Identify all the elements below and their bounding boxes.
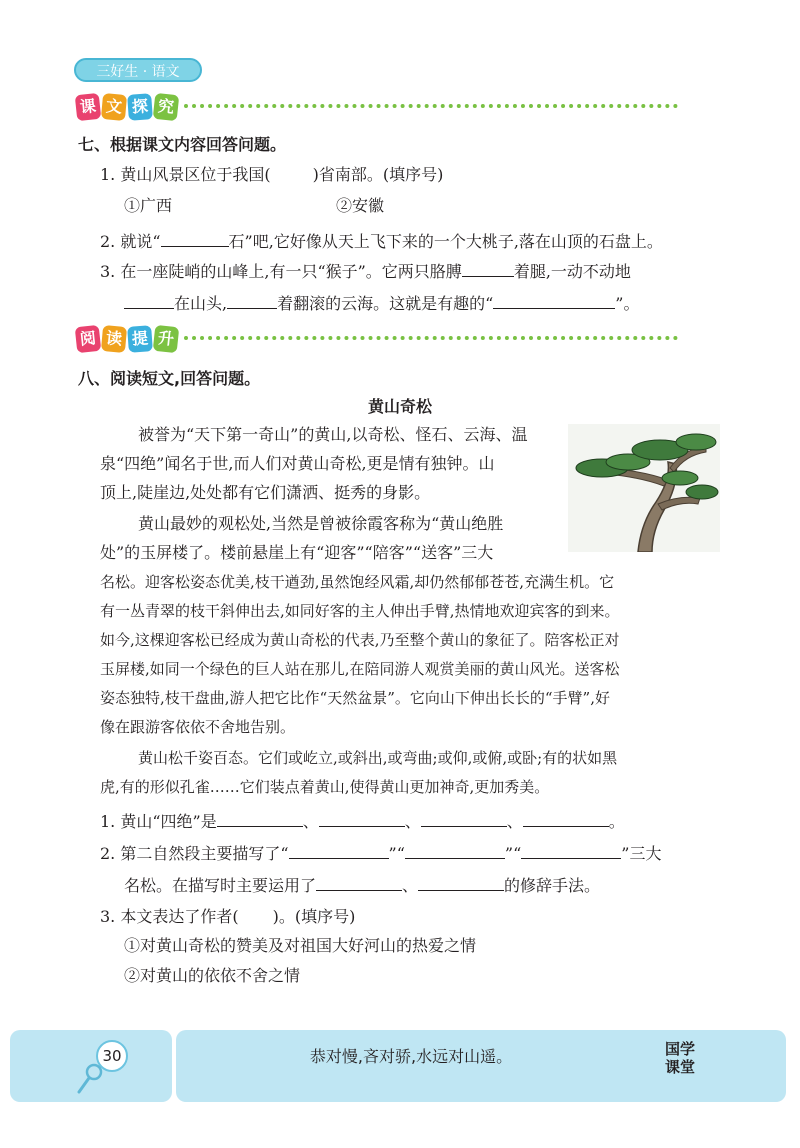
passage-line: 有一丛青翠的枝干斜伸出去,如同好客的主人伸出手臂,热情地欢迎宾客的到来。: [100, 602, 620, 620]
pine-tree-illustration: [568, 424, 720, 552]
guoxue-label: [660, 1040, 700, 1076]
section-header-text-exploration: [76, 92, 180, 122]
question-7-title: 七、根据课文内容回答问题。: [78, 135, 287, 154]
q8-item-3-option-1: ①对黄山奇松的赞美及对祖国大好河山的热爱之情: [124, 936, 477, 955]
q8-item-2-text-b: ”三大: [621, 844, 662, 863]
passage-line: 虎,有的形似孔雀……它们装点着黄山,使得黄山更加神奇,更加秀美。: [100, 778, 550, 796]
passage-line: 如今,这棵迎客松已经成为黄山奇松的代表,乃至整个黄山的象征了。陪客松正对: [100, 631, 620, 649]
answer-blank[interactable]: [227, 290, 277, 309]
passage-line: 黄山松千姿百态。它们或屹立,或斜出,或弯曲;或仰,或俯,或卧;有的状如黑: [138, 749, 618, 767]
answer-blank[interactable]: [421, 808, 507, 827]
passage-title: 黄山奇松: [367, 397, 432, 416]
answer-blank[interactable]: [124, 290, 174, 309]
guoxue-label-line-1: 国学: [664, 1040, 695, 1058]
q7-item-1-text-b: )省南部。(填序号): [312, 165, 444, 184]
q7-item-3-line-1: [100, 258, 631, 284]
q7-item-3-text-d: 着翻滚的云海。这就是有趣的“: [277, 294, 494, 313]
answer-blank[interactable]: [521, 840, 621, 859]
passage-line: 像在跟游客依依不舍地告别。: [100, 718, 296, 736]
q8-item-2-text-a: 2. 第二自然段主要描写了“: [100, 844, 289, 863]
answer-blank[interactable]: [418, 872, 504, 891]
q7-item-3-text-e: ”。: [615, 294, 640, 313]
page-number: 30: [96, 1040, 128, 1072]
quote-separator: ”“: [388, 844, 405, 863]
q8-item-2-text-c: 名松。在描写时主要运用了: [124, 876, 317, 895]
q7-item-3-text-c: 在山头,: [174, 294, 228, 313]
q8-item-3-text-a: 3. 本文表达了作者(: [100, 907, 239, 926]
section-badge-char: 课: [75, 93, 102, 121]
q7-item-3-text-b: 着腿,一动不动地: [513, 262, 631, 281]
passage-line: 黄山最妙的观松处,当然是曾被徐霞客称为“黄山绝胜: [138, 514, 504, 533]
passage-line: 顶上,陡崖边,处处都有它们潇洒、挺秀的身影。: [100, 483, 431, 502]
q7-item-1-text-a: 1. 黄山风景区位于我国(: [100, 165, 271, 184]
q8-item-1: [100, 808, 625, 834]
q8-item-3: [100, 904, 355, 929]
question-8-title: 八、阅读短文,回答问题。: [78, 369, 261, 388]
passage-line: 玉屏楼,如同一个绿色的巨人站在那儿,在陪同游人观赏美丽的黄山风光。送客松: [100, 660, 620, 678]
q7-item-2: [100, 228, 663, 254]
q8-item-2-line-2: [124, 872, 600, 898]
q7-item-1-option-1: ①广西: [124, 196, 173, 215]
answer-blank[interactable]: [316, 872, 402, 891]
magnifier-icon: [76, 1062, 104, 1096]
q7-item-2-text-a: 2. 就说“: [100, 232, 161, 251]
passage-line: 姿态独特,枝干盘曲,游人把它比作“天然盆景”。它向山下伸出长长的“手臂”,好: [100, 689, 610, 707]
answer-blank[interactable]: [217, 808, 303, 827]
q7-item-3-line-2: [124, 290, 639, 316]
guoxue-label-line-2: 课堂: [664, 1058, 695, 1076]
passage-line: 泉“四绝”闻名于世,而人们对黄山奇松,更是情有独钟。山: [100, 454, 495, 473]
separator: 、: [402, 876, 419, 895]
separator: 、: [404, 812, 421, 831]
answer-blank[interactable]: [523, 808, 609, 827]
q8-item-3-option-2: ②对黄山的依依不舍之情: [124, 966, 301, 985]
passage-line: 被誉为“天下第一奇山”的黄山,以奇松、怪石、云海、温: [138, 425, 528, 444]
footer-motto: 恭对慢,吝对骄,水远对山遥。: [309, 1047, 513, 1066]
section-badge-char: 读: [101, 325, 127, 353]
answer-blank[interactable]: [462, 258, 514, 277]
q7-item-1-option-2: ②安徽: [336, 196, 385, 215]
q7-item-2-text-b: 石”吧,它好像从天上飞下来的一个大桃子,落在山顶的石盘上。: [228, 232, 663, 251]
book-tag: 三好生 · 语文: [74, 58, 202, 82]
section-badge-char: 阅: [75, 325, 102, 353]
section-badge-char: 文: [101, 93, 127, 121]
section-header-reading-improvement: [76, 324, 180, 354]
section-badge-char: 究: [153, 93, 180, 121]
section-badge-char: 提: [127, 325, 153, 353]
answer-blank[interactable]: [319, 808, 405, 827]
q8-item-2-line-1: [100, 840, 661, 866]
answer-blank[interactable]: [271, 162, 313, 180]
answer-blank[interactable]: [289, 840, 389, 859]
separator: 、: [506, 812, 523, 831]
separator: 、: [302, 812, 319, 831]
answer-blank[interactable]: [405, 840, 505, 859]
passage-line: 名松。迎客松姿态优美,枝干遒劲,虽然饱经风霜,却仍然郁郁苍苍,充满生机。它: [100, 573, 615, 591]
section-badge-char: 探: [127, 93, 153, 121]
dotted-divider: [184, 336, 678, 340]
passage-line: 处”的玉屏楼了。楼前悬崖上有“迎客”“陪客”“送客”三大: [100, 543, 494, 562]
period: 。: [608, 812, 625, 831]
q7-item-1: [100, 162, 443, 187]
answer-blank[interactable]: [493, 290, 615, 309]
quote-separator: ”“: [504, 844, 522, 863]
section-badge-char: 升: [153, 325, 180, 353]
q8-item-1-text: 1. 黄山“四绝”是: [100, 812, 217, 831]
q7-item-3-text-a: 3. 在一座陡峭的山峰上,有一只“猴子”。它两只胳膊: [100, 262, 462, 281]
answer-blank[interactable]: [239, 904, 273, 922]
dotted-divider: [184, 104, 678, 108]
answer-blank[interactable]: [161, 228, 229, 247]
q8-item-3-text-b: )。(填序号): [272, 907, 356, 926]
q8-item-2-text-d: 的修辞手法。: [504, 876, 601, 895]
